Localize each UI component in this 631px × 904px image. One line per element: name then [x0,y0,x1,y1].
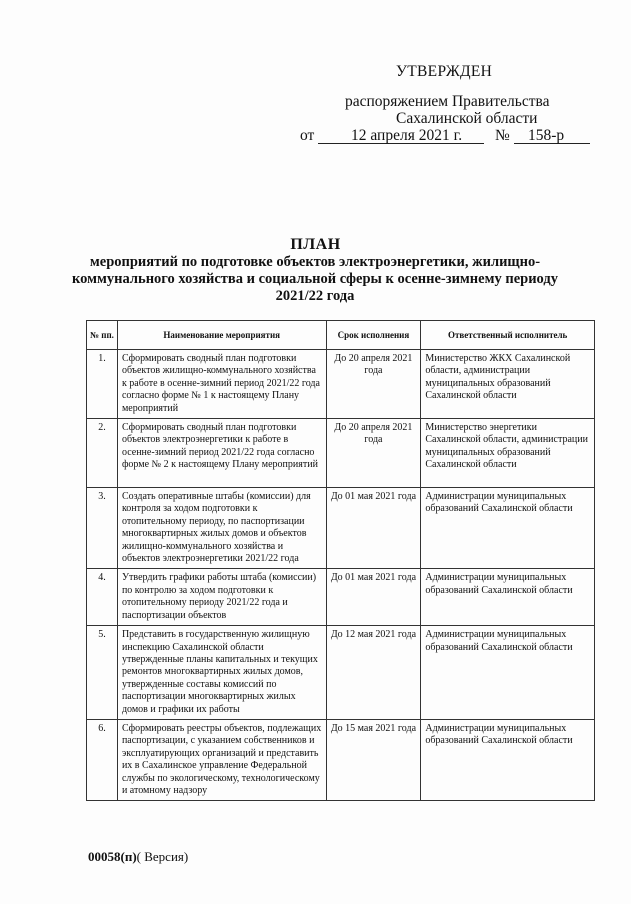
plan-subtitle: мероприятий по подготовке объектов электроэнергетики, жилищно-коммунального хозяйства и социальной сферы к осенне-зимнему периоду 2021/22 года [72,254,558,304]
row-deadline: До 01 мая 2021 года [326,488,421,569]
row-deadline: До 20 апреля 2021 года [326,350,421,419]
row-responsible: Администрации муниципальных образований Сахалинской области [421,488,595,569]
document-version: ( Версия) [136,849,189,864]
row-responsible: Министерство ЖКХ Сахалинской области, администрации муниципальных образований Сахалинской области [421,350,595,419]
row-name: Утвердить графики работы штаба (комиссии) по контролю за ходом подготовки к отопительному периоду 2021/22 года и паспортизации объектов [117,569,326,626]
row-responsible: Администрации муниципальных образований Сахалинской области [421,569,595,626]
approval-title: УТВЕРЖДЕН [396,63,493,80]
row-name: Представить в государственную жилищную инспекцию Сахалинской области утвержденные планы капитальных и текущих ремонтов многоквартирных жилых домов, утвержденные составы комиссий по паспортизации многоквартирных жилых домов и графики их работы [117,626,326,720]
plan-title: ПЛАН [290,236,341,253]
document-code-number: 00058(п) [88,849,137,864]
table-row [87,350,595,419]
row-num: 2. [87,419,118,488]
approval-line-2: Сахалинской области [396,110,538,127]
approval-number: 158-р [528,127,565,144]
row-deadline: До 01 мая 2021 года [326,569,421,626]
header-deadline: Срок исполнения [326,321,421,350]
approval-date-line [300,126,600,145]
header-num: № пп. [87,321,118,350]
table-row [87,488,595,569]
table-row [87,719,595,800]
row-deadline: До 20 апреля 2021 года [326,419,421,488]
approval-line-1: распоряжением Правительства [345,93,550,110]
header-name: Наименование мероприятия [117,321,326,350]
table-row [87,419,595,488]
approval-date: 12 апреля 2021 г. [351,127,463,144]
row-name: Сформировать сводный план подготовки объектов электроэнергетики к работе в осенне-зимний период 2021/22 года согласно форме № 2 к настоящему Плану мероприятий [117,419,326,488]
row-responsible: Администрации муниципальных образований Сахалинской области [421,626,595,720]
number-label: № [495,127,510,144]
row-num: 4. [87,569,118,626]
table-row [87,626,595,720]
from-label: от [300,127,315,144]
row-deadline: До 12 мая 2021 года [326,626,421,720]
measures-table [86,320,595,801]
row-num: 1. [87,350,118,419]
header-responsible: Ответственный исполнитель [421,321,595,350]
row-num: 3. [87,488,118,569]
row-name: Сформировать сводный план подготовки объектов жилищно-коммунального хозяйства к работе в осенне-зимний период 2021/22 года согласно форме № 1 к настоящему Плану мероприятий [117,350,326,419]
document-code [88,849,188,865]
row-responsible: Министерство энергетики Сахалинской области, администрации муниципальных образований Сахалинской области [421,419,595,488]
row-num: 6. [87,719,118,800]
row-responsible: Администрации муниципальных образований Сахалинской области [421,719,595,800]
row-name: Создать оперативные штабы (комиссии) для контроля за ходом подготовки к отопительному периоду, по паспортизации многоквартирных жилых домов и объектов жилищно-коммунального хозяйства и объектов электроэнергетики 2021/22 года [117,488,326,569]
table-header-row [87,321,595,350]
row-deadline: До 15 мая 2021 года [326,719,421,800]
row-num: 5. [87,626,118,720]
table-row [87,569,595,626]
row-name: Сформировать реестры объектов, подлежащих паспортизации, с указанием собственников и эксплуатирующих организаций и представить их в Сахалинское управление Федеральной службы по экологическому, технологическому и атомному надзору [117,719,326,800]
